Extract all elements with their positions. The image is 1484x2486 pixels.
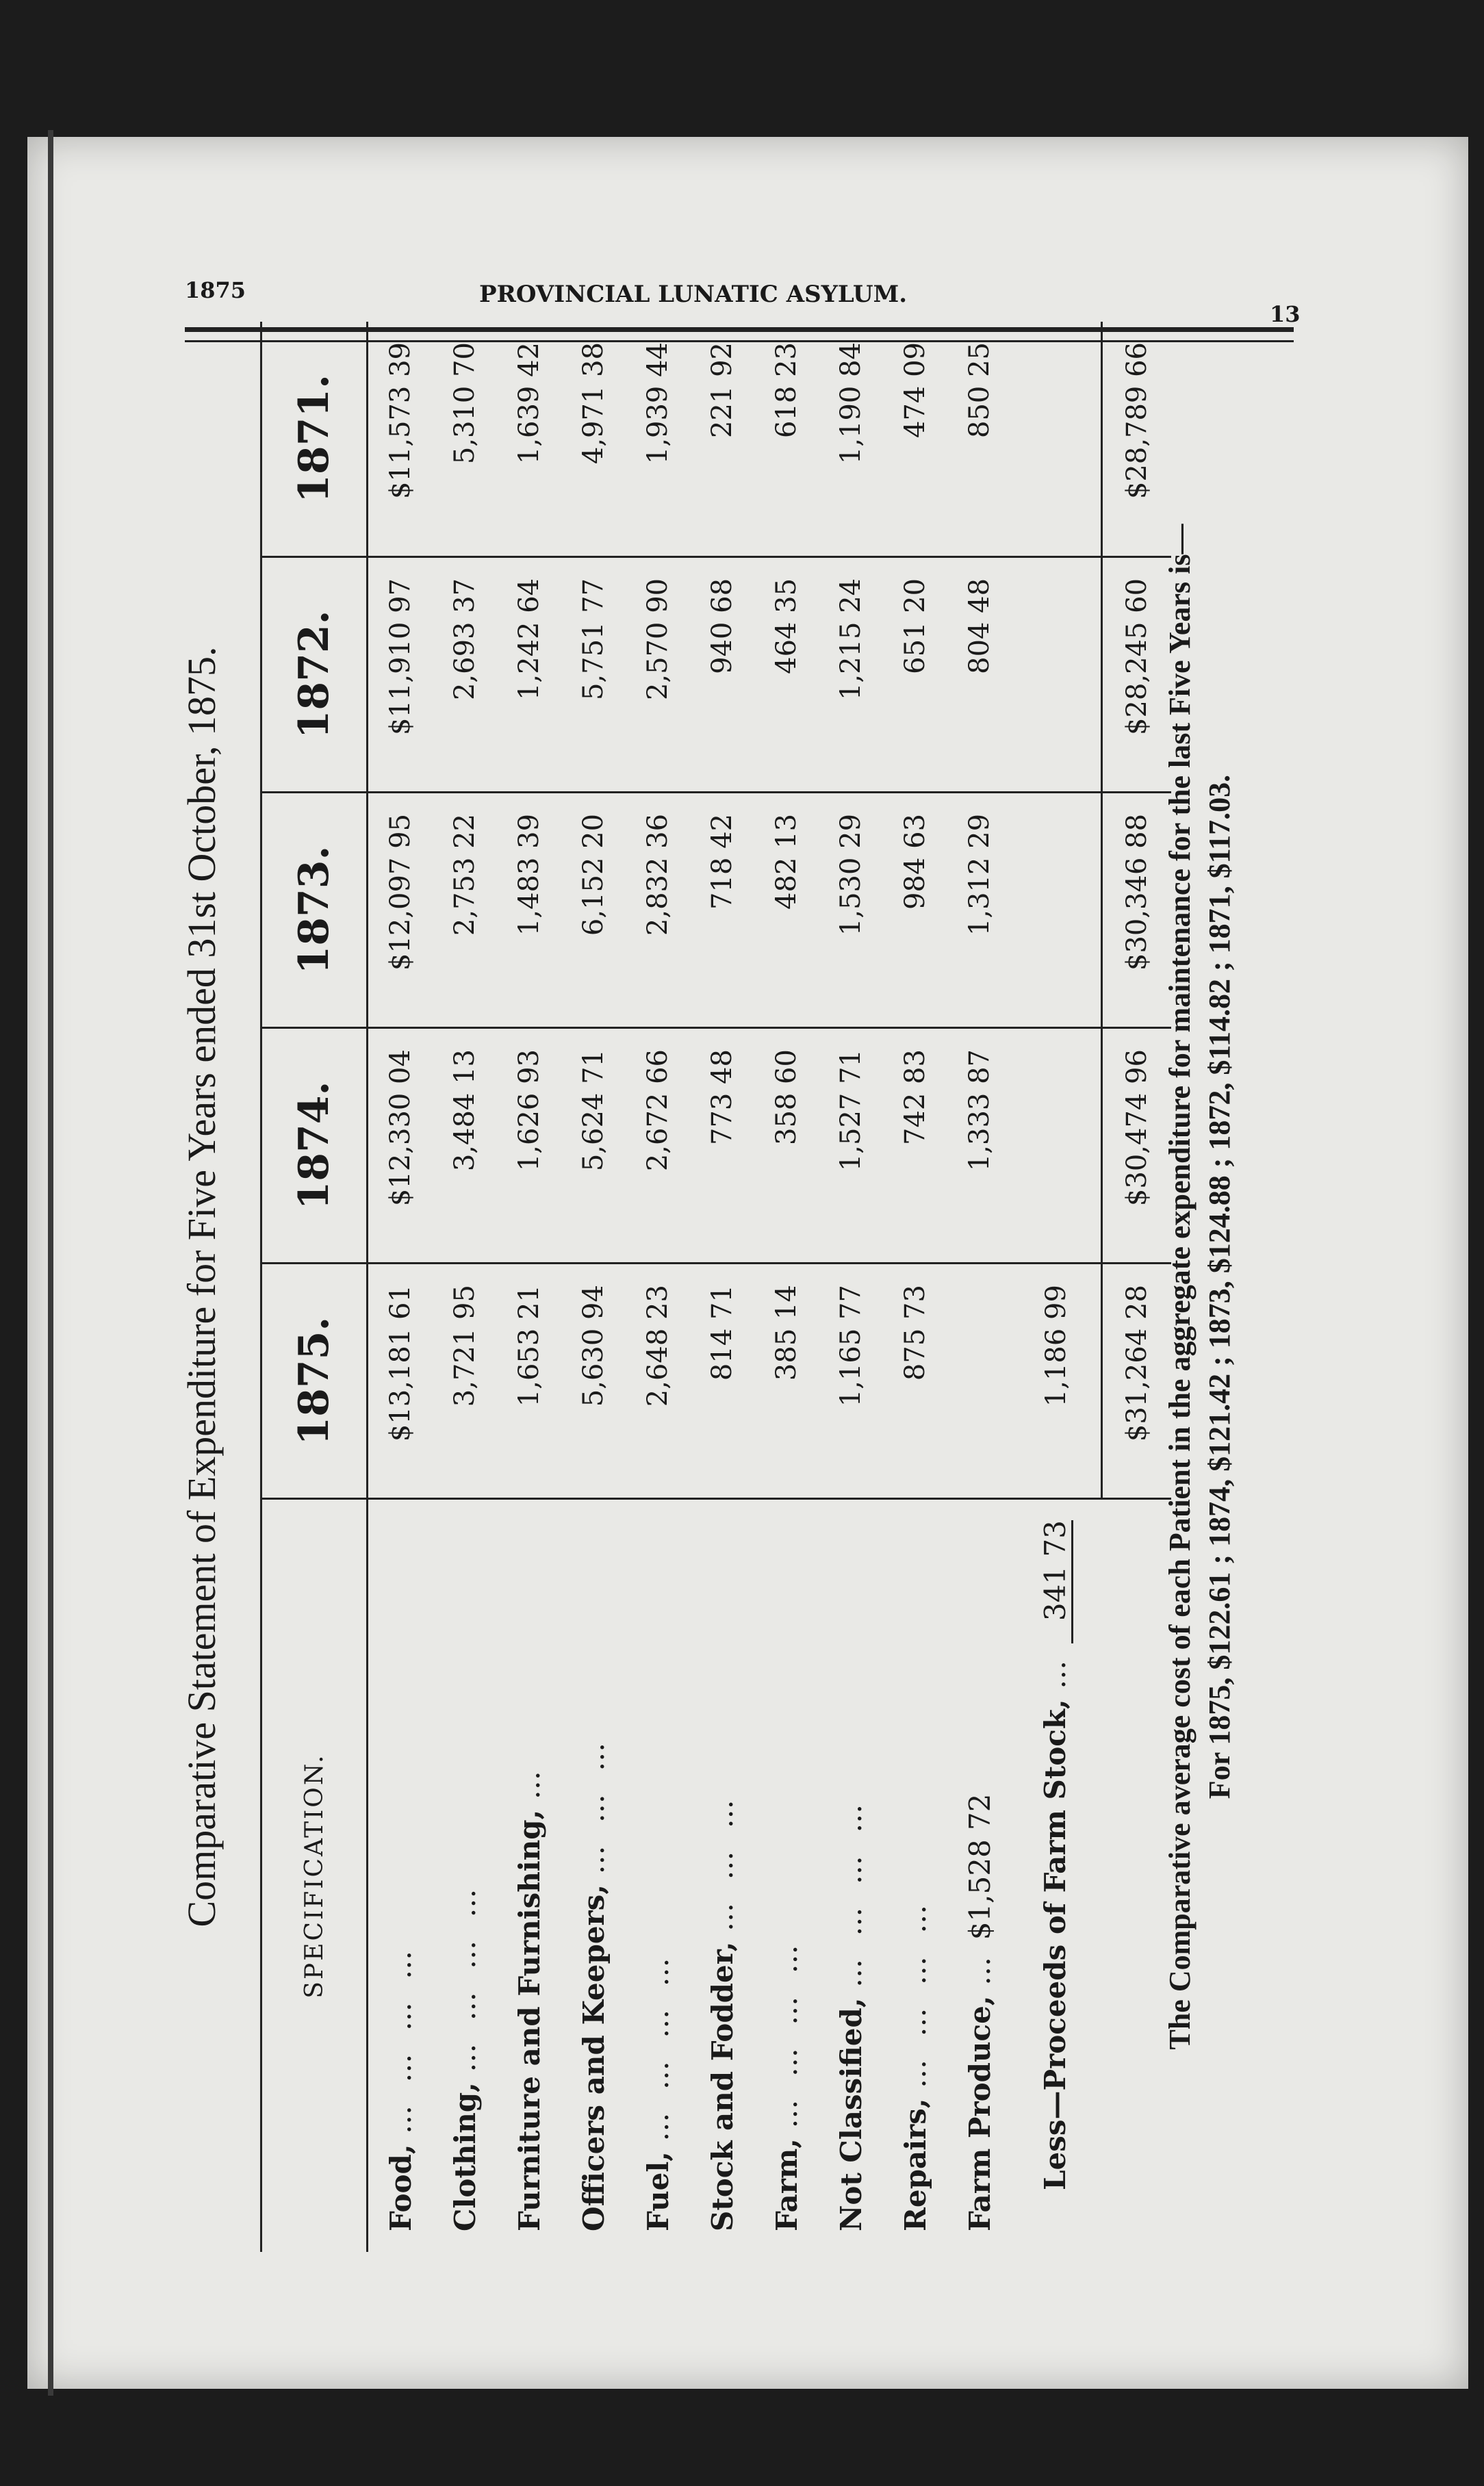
cell-1875: 1,165 77 bbox=[819, 1264, 883, 1499]
total-1872: $28,245 60 bbox=[1102, 556, 1172, 792]
header-1872: 1872. bbox=[261, 556, 368, 792]
cell-1872: 1,215 24 bbox=[819, 556, 883, 792]
row-label-text: Furniture and Furnishing, bbox=[512, 1809, 546, 2231]
cell-1875: 814 71 bbox=[690, 1264, 754, 1499]
cell-1871: $11,573 39 bbox=[368, 322, 433, 556]
leader-dots: … bbox=[512, 1764, 546, 1800]
cell-1871: 4,971 38 bbox=[561, 322, 626, 556]
row-label bbox=[1012, 1499, 1102, 2252]
leader-dots: … … … … bbox=[383, 1943, 418, 2134]
cell-1875: $13,181 61 bbox=[368, 1264, 433, 1499]
cell-1873: 2,832 36 bbox=[626, 792, 690, 1027]
row-label-text: Farm, bbox=[769, 2138, 804, 2231]
rotated-table-block bbox=[164, 308, 1287, 2266]
cell-1874 bbox=[1012, 1028, 1102, 1264]
table-row bbox=[433, 322, 497, 2252]
page-number: 13 bbox=[1270, 301, 1301, 327]
row-label-text: Fuel, bbox=[641, 2151, 675, 2231]
cell-1874: 3,484 13 bbox=[433, 1028, 497, 1264]
row-label bbox=[626, 1499, 690, 2252]
farm-stock-subamount: 341 73 bbox=[1040, 1520, 1073, 1643]
table-row bbox=[497, 322, 561, 2252]
page-binding-edge bbox=[48, 130, 53, 2396]
leader-dots: … … … … bbox=[898, 1897, 932, 2088]
header-1874: 1874. bbox=[261, 1028, 368, 1264]
row-label-text: Farm Produce, bbox=[962, 1995, 997, 2231]
cell-1875: 5,630 94 bbox=[561, 1264, 626, 1499]
row-label bbox=[497, 1499, 561, 2252]
row-label bbox=[947, 1499, 1012, 2252]
cell-1871: 1,639 42 bbox=[497, 322, 561, 556]
footnote-line-1: The Comparative average cost of each Patient in the aggregate expenditure for maintenance for the last Five Years is— bbox=[1163, 524, 1197, 2050]
total-1871: $28,789 66 bbox=[1102, 322, 1172, 556]
cell-1873: 1,312 29 bbox=[947, 792, 1012, 1027]
table-row bbox=[561, 322, 626, 2252]
leader-dots: … bbox=[962, 1949, 997, 1986]
cell-1872: 1,242 64 bbox=[497, 556, 561, 792]
running-head-title: PROVINCIAL LUNATIC ASYLUM. bbox=[479, 281, 908, 308]
table-row bbox=[690, 322, 754, 2252]
cell-1871: 5,310 70 bbox=[433, 322, 497, 556]
leader-dots: … … … bbox=[576, 1735, 611, 1875]
cell-1871: 1,190 84 bbox=[819, 322, 883, 556]
row-label-text: Food, bbox=[383, 2144, 418, 2231]
row-label bbox=[368, 1499, 433, 2252]
leader-dots: … bbox=[1038, 1653, 1073, 1689]
total-1874: $30,474 96 bbox=[1102, 1028, 1172, 1264]
cell-1871: 1,939 44 bbox=[626, 322, 690, 556]
cell-1871 bbox=[1012, 322, 1102, 556]
row-label bbox=[433, 1499, 497, 2252]
leader-dots: … … … … bbox=[769, 1938, 804, 2129]
cell-1872: 464 35 bbox=[754, 556, 819, 792]
footnote-line-2: For 1875, $122.61 ; 1874, $121.42 ; 1873, $124.88 ; 1872, $114.82 ; 1871, $117.03. bbox=[1203, 774, 1236, 1799]
cell-1873: 2,753 22 bbox=[433, 792, 497, 1027]
cell-1872: 940 68 bbox=[690, 556, 754, 792]
cell-1873 bbox=[1012, 792, 1102, 1027]
cell-1875: 1,653 21 bbox=[497, 1264, 561, 1499]
farm-produce-subamount: $1,528 72 bbox=[962, 1793, 997, 1940]
row-label-text: Stock and Fodder, bbox=[705, 1941, 739, 2231]
row-label bbox=[819, 1499, 883, 2252]
cell-1873: 482 13 bbox=[754, 792, 819, 1027]
cell-1872: 5,751 77 bbox=[561, 556, 626, 792]
less-proceeds-row bbox=[1012, 322, 1102, 2252]
cell-1873: 984 63 bbox=[883, 792, 947, 1027]
running-head-year: 1875 bbox=[185, 277, 246, 303]
cell-1872 bbox=[1012, 556, 1102, 792]
cell-1875: 875 73 bbox=[883, 1264, 947, 1499]
cell-1871: 221 92 bbox=[690, 322, 754, 556]
cell-1873: 1,483 39 bbox=[497, 792, 561, 1027]
cell-1875: 385 14 bbox=[754, 1264, 819, 1499]
cell-1875: 1,186 99 bbox=[1012, 1264, 1102, 1499]
cell-1874: 358 60 bbox=[754, 1028, 819, 1264]
leader-dots: … … … … bbox=[448, 1882, 482, 2073]
expenditure-table bbox=[260, 322, 1171, 2252]
cell-1875: 3,721 95 bbox=[433, 1264, 497, 1499]
cell-1873: $12,097 95 bbox=[368, 792, 433, 1027]
footnote bbox=[1160, 308, 1240, 2266]
table-row bbox=[626, 322, 690, 2252]
cell-1873: 1,530 29 bbox=[819, 792, 883, 1027]
cell-1875: 2,648 23 bbox=[626, 1264, 690, 1499]
row-label-text: Repairs, bbox=[898, 2098, 932, 2231]
row-label-text: Not Classified, bbox=[834, 1997, 868, 2231]
table-title: Comparative Statement of Expenditure for Five Years ended 31st October, 1875. bbox=[179, 646, 224, 1927]
table-row bbox=[883, 322, 947, 2252]
total-1875: $31,264 28 bbox=[1102, 1264, 1172, 1499]
header-specification: SPECIFICATION. bbox=[261, 1499, 368, 2252]
cell-1874: 5,624 71 bbox=[561, 1028, 626, 1264]
total-1873: $30,346 88 bbox=[1102, 792, 1172, 1027]
table-row bbox=[754, 322, 819, 2252]
row-label bbox=[561, 1499, 626, 2252]
leader-dots: … … … … bbox=[641, 1951, 675, 2142]
leader-dots: … … … bbox=[705, 1793, 739, 1932]
cell-1873: 718 42 bbox=[690, 792, 754, 1027]
table-row bbox=[819, 322, 883, 2252]
row-label bbox=[754, 1499, 819, 2252]
cell-1874: 1,626 93 bbox=[497, 1028, 561, 1264]
cell-1871: 618 23 bbox=[754, 322, 819, 556]
header-1873: 1873. bbox=[261, 792, 368, 1027]
cell-1874: 1,527 71 bbox=[819, 1028, 883, 1264]
cell-1874: $12,330 04 bbox=[368, 1028, 433, 1264]
cell-1872: $11,910 97 bbox=[368, 556, 433, 792]
cell-1874: 1,333 87 bbox=[947, 1028, 1012, 1264]
table-row bbox=[368, 322, 433, 2252]
cell-1874: 742 83 bbox=[883, 1028, 947, 1264]
row-label bbox=[690, 1499, 754, 2252]
cell-1872: 804 48 bbox=[947, 556, 1012, 792]
cell-1872: 2,693 37 bbox=[433, 556, 497, 792]
cell-1871: 474 09 bbox=[883, 322, 947, 556]
cell-1874: 773 48 bbox=[690, 1028, 754, 1264]
cell-1872: 2,570 90 bbox=[626, 556, 690, 792]
cell-1873: 6,152 20 bbox=[561, 792, 626, 1027]
table-row bbox=[947, 322, 1012, 2252]
cell-1871: 850 25 bbox=[947, 322, 1012, 556]
row-label-text: Officers and Keepers, bbox=[576, 1884, 611, 2231]
row-label bbox=[883, 1499, 947, 2252]
table-header-row bbox=[261, 322, 368, 2252]
cell-1875 bbox=[947, 1264, 1012, 1499]
cell-1872: 651 20 bbox=[883, 556, 947, 792]
row-label-text: Clothing, bbox=[448, 2082, 482, 2231]
header-1875: 1875. bbox=[261, 1264, 368, 1499]
header-1871: 1871. bbox=[261, 322, 368, 556]
row-label-text: Less—Proceeds of Farm Stock, bbox=[1038, 1699, 1073, 2190]
leader-dots: … … … … bbox=[834, 1797, 868, 1988]
cell-1874: 2,672 66 bbox=[626, 1028, 690, 1264]
